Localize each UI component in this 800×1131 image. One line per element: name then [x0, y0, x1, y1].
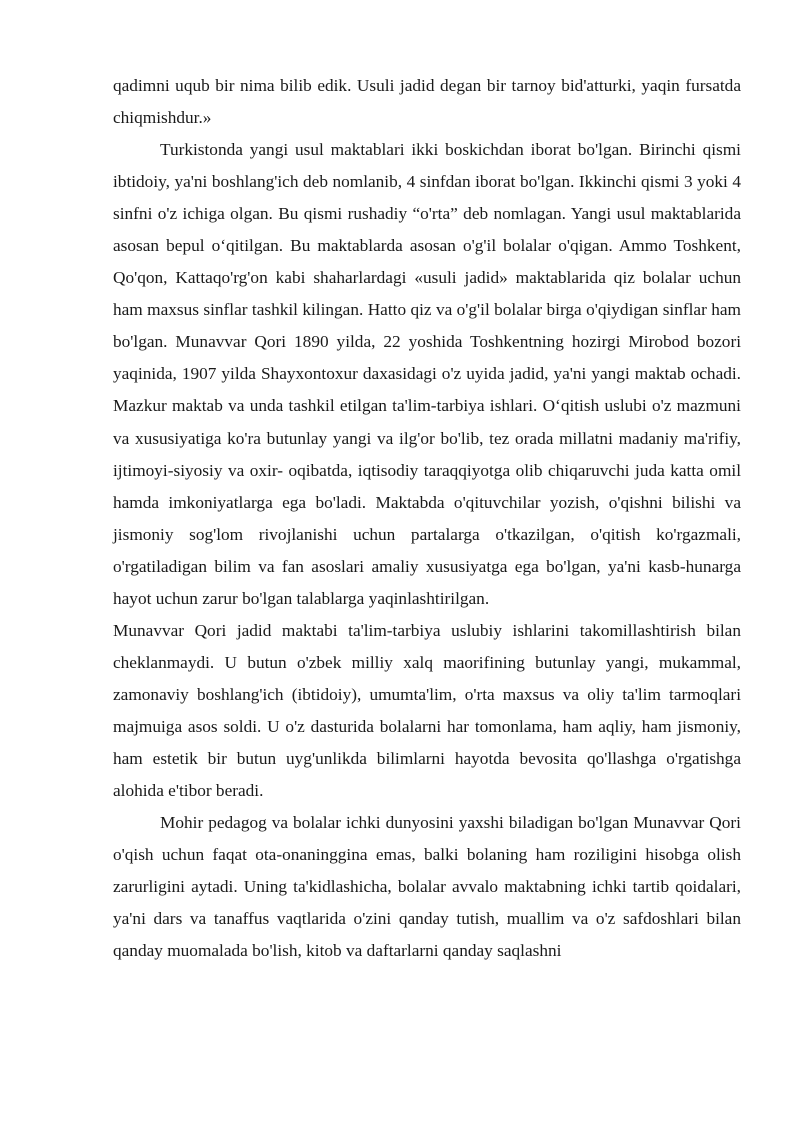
paragraph-continuation: qadimni uqub bir nima bilib edik. Usuli jadid degan bir tarnoy bid'atturki, yaqin fursatda chiqmishdur.»	[113, 76, 741, 128]
document-body	[113, 70, 741, 967]
paragraph-munavvar-qori-reform: Munavvar Qori jadid maktabi ta'lim-tarbiya uslubiy ishlarini takomillashtirish bilan cheklanmaydi. U butun o'zbek milliy xalq maorifining butunlay yangi, mukammal, zamonaviy boshlang'ich (ibtidoiy), umumta'lim, o'rta maxsus va oliy ta'lim tarmoqlari majmuiga asos soldi. U o'z dasturida bolalarni har tomonlama, ham aqliy, ham jismoniy, ham estetik bir butun uyg'unlikda bilimlarni hayotda bevosita qo'llashga o'rgatishga alohida e'tibor beradi.	[113, 620, 741, 801]
paragraph-new-method-schools: Turkistonda yangi usul maktablari ikki boskichdan iborat bo'lgan. Birinchi qismi ibtidoiy, ya'ni boshlang'ich deb nomlanib, 4 sinfdan iborat bo'lgan. Ikkinchi qismi 3 yoki 4 sinfni o'z ichiga olgan. Bu qismi rushadiy “o'rta” deb nomlagan. Yangi usul maktablarida asosan bepul o‘qitilgan. Bu maktablarda asosan o'g'il bolalar o'qigan. Ammo Toshkent, Qo'qon, Kattaqo'rg'on kabi shaharlardagi «usuli jadid» maktablarida qiz bolalar uchun ham maxsus sinflar tashkil kilingan. Hatto qiz va o'g'il bolalar birga o'qiydigan sinflar ham bo'lgan. Munavvar Qori 1890 yilda, 22 yoshida Toshkentning hozirgi Mirobod bozori yaqinida, 1907 yilda Shayxontoxur daxasidagi o'z uyida jadid, ya'ni yangi maktab ochadi. Mazkur maktab va unda tashkil etilgan ta'lim-tarbiya ishlari. O‘qitish uslubi o'z mazmuni va xususiyatiga ko'ra butunlay yangi va ilg'or bo'lib, tez orada millatni madaniy ma'rifiy, ijtimoyi-siyosiy va oxir- oqibatda, iqtisodiy taraqqiyotga olib chiqaruvchi juda katta omil hamda imkoniyatlarga ega bo'ladi. Maktabda o'qituvchilar yozish, o'qishni bilishi va jismoniy sog'lom rivojlanishi uchun partalarga o'tkazilgan, o'qitish ko'rgazmali, o'rgatiladigan bilim va fan asoslari amaliy xususiyatga ega bo'lgan, ya'ni kasb-hunarga hayot uchun zarur bo'lgan talablarga yaqinlashtirilgan.	[113, 140, 741, 608]
paragraph-pedagogical-views: Mohir pedagog va bolalar ichki dunyosini yaxshi biladigan bo'lgan Munavvar Qori o'qish uchun faqat ota-onaninggina emas, balki bolaning ham roziligini hisobga olish zarurligini aytadi. Uning ta'kidlashicha, bolalar avvalo maktabning ichki tartib qoidalari, ya'ni dars va tanaffus vaqtlarida o'zini qanday tutish, muallim va o'z safdoshlari bilan qanday muomalada bo'lish, kitob va daftarlarni qanday saqlashni	[113, 813, 741, 961]
